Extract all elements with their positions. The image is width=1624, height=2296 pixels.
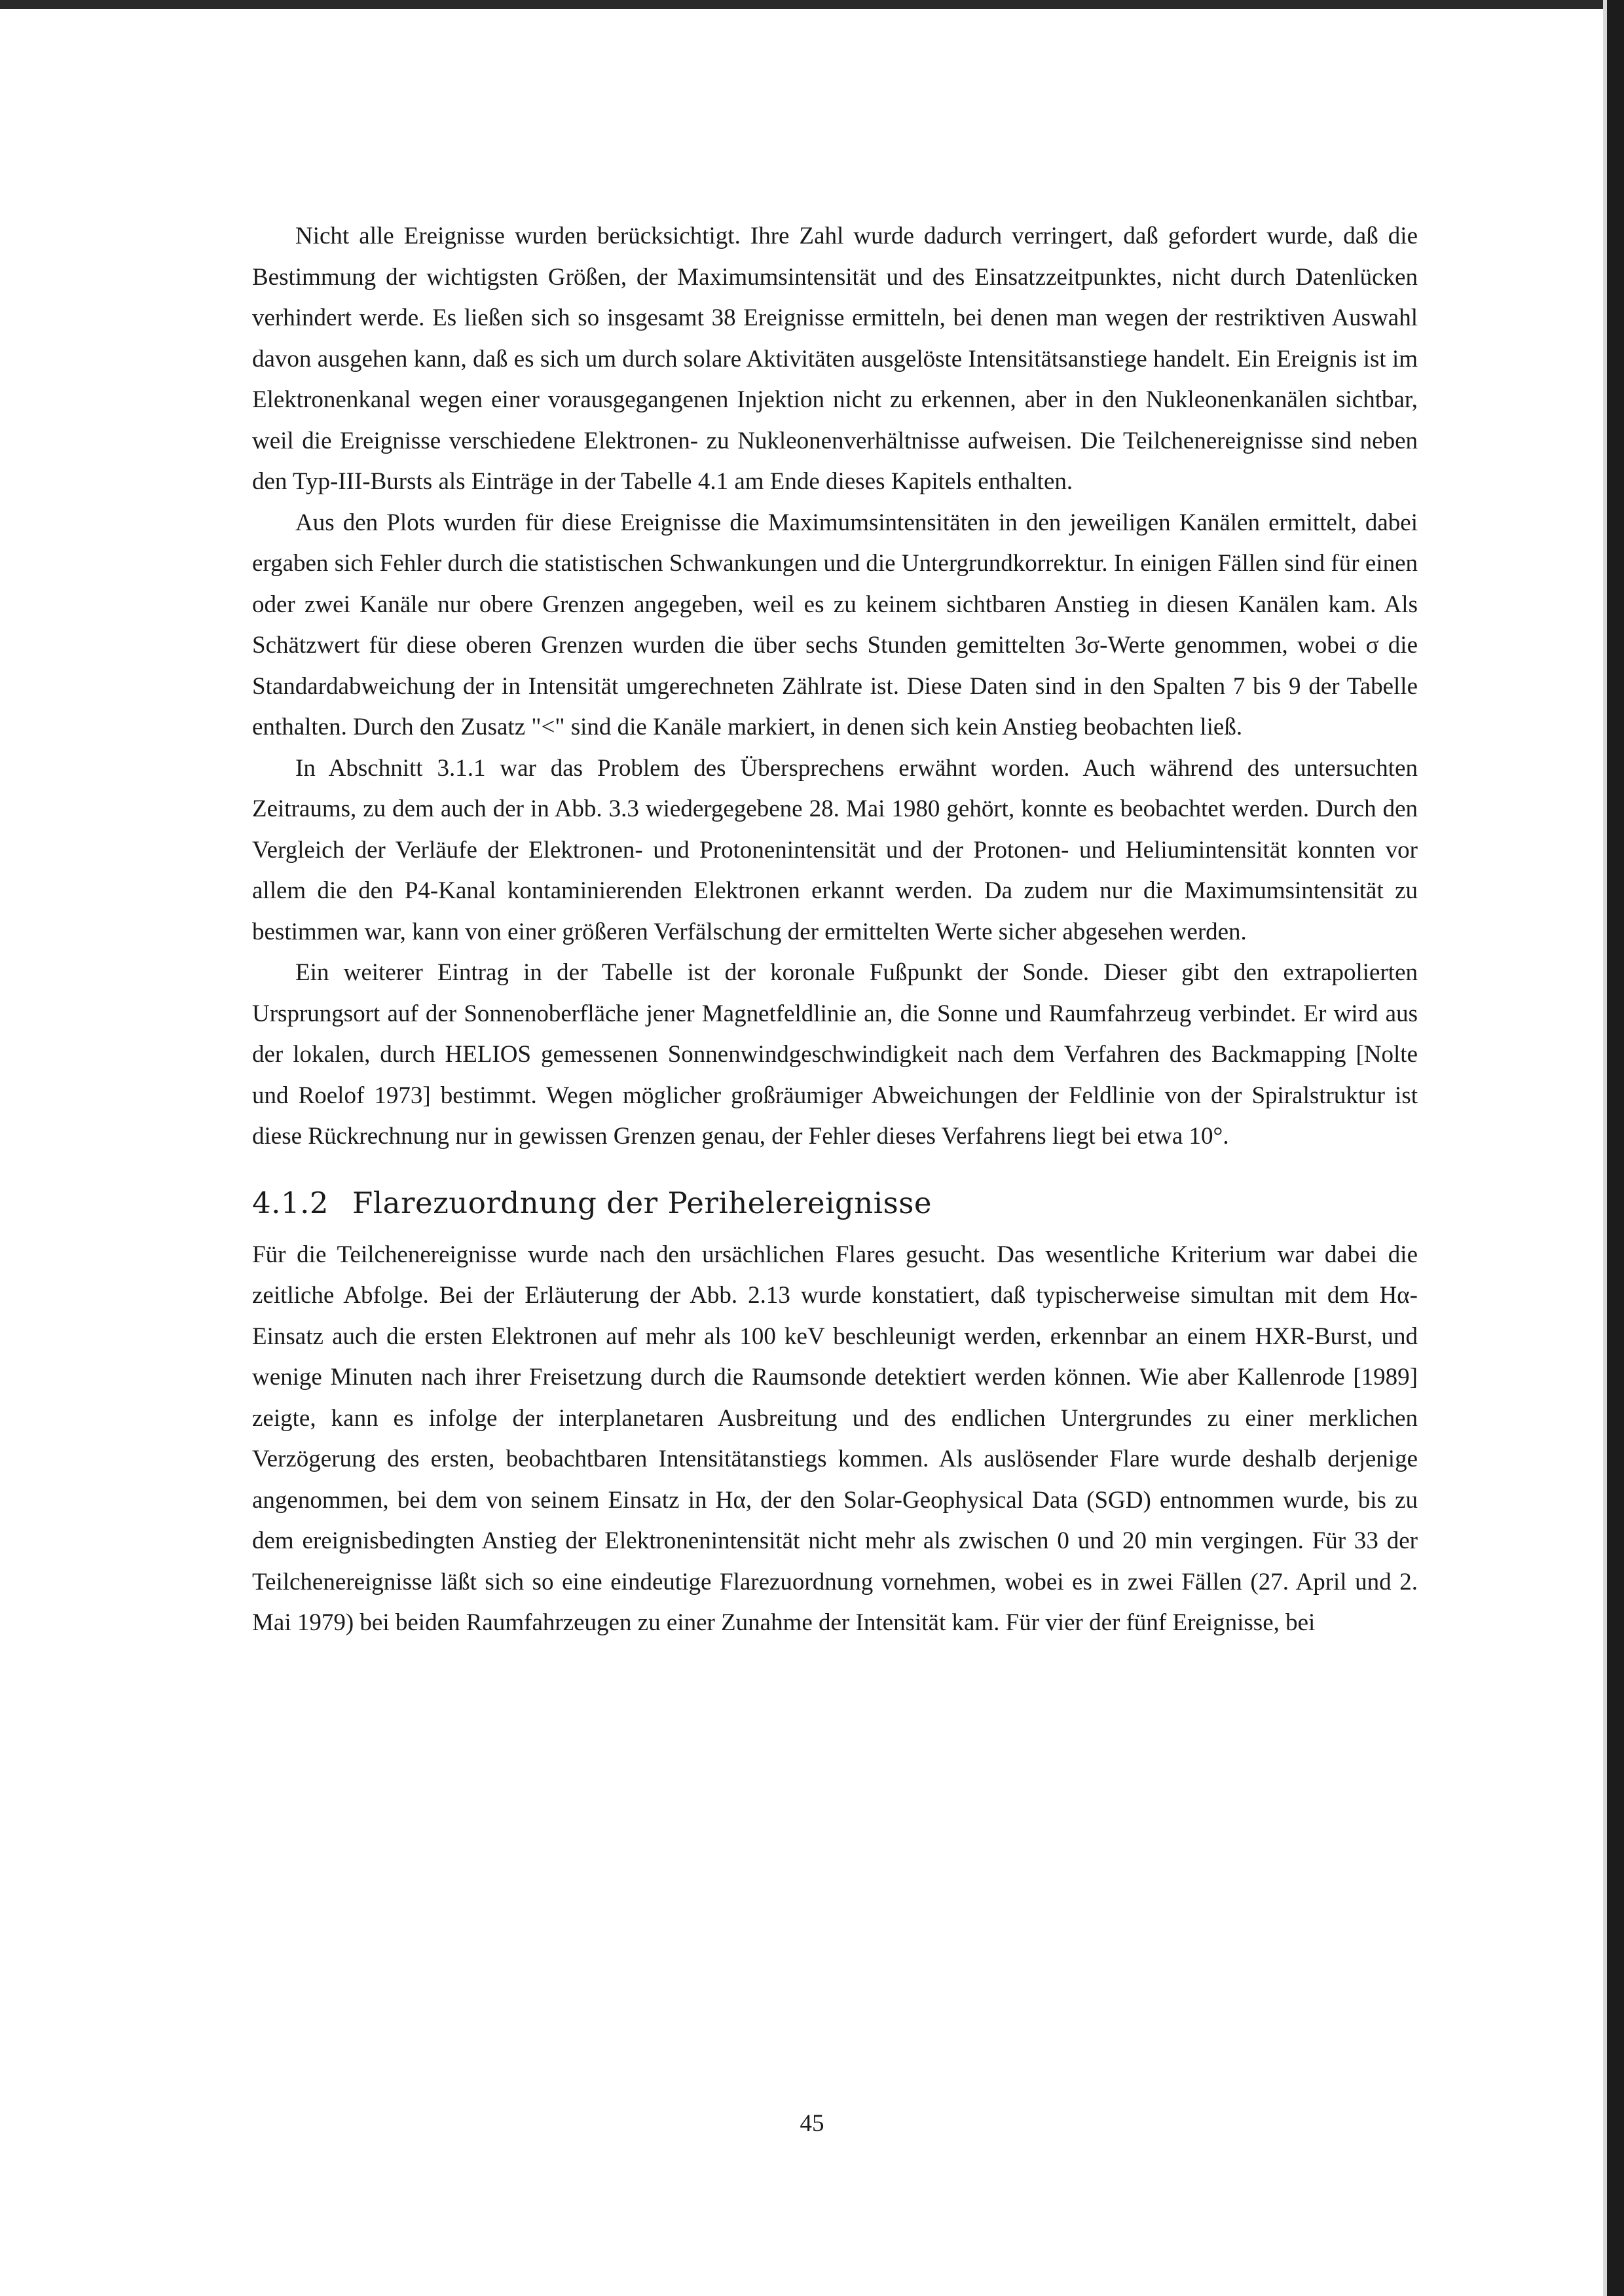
paragraph-maximum-intensities: Aus den Plots wurden für diese Ereignisse die Maximumsintensitäten in den jeweiligen Kanälen ermittelt, dabei ergaben sich Fehler durch die statistischen Schwankungen und die Untergrundkorrektur. In einigen Fällen sind für einen oder zwei Kanäle nur obere Grenzen angegeben, weil es zu keinem sichtbaren Anstieg in diesen Kanälen kam. Als Schätzwert für diese oberen Grenzen wurden die über sechs Stunden gemittelten 3σ-Werte genommen, wobei σ die Standardabweichung der in Intensität umgerechneten Zählrate ist. Diese Daten sind in den Spalten 7 bis 9 der Tabelle enthalten. Durch den Zusatz "<" sind die Kanäle markiert, in denen sich kein Anstieg beobachten ließ.	[252, 509, 1418, 740]
paragraph-crosstalk: In Abschnitt 3.1.1 war das Problem des Übersprechens erwähnt worden. Auch während des untersuchten Zeitraums, zu dem auch der in Abb. 3.3 wiedergegebene 28. Mai 1980 gehört, konnte es beobachtet werden. Durch den Vergleich der Verläufe der Elektronen- und Protonenintensität und der Protonen- und Heliumintensität konnten vor allem die den P4-Kanal kontaminierenden Elektronen erkannt werden. Da zudem nur die Maximumsintensität zu bestimmen war, kann von einer größeren Verfälschung der ermittelten Werte sicher abgesehen werden.	[252, 754, 1418, 945]
page-number: 45	[800, 2110, 824, 2137]
scan-border-top	[0, 0, 1624, 9]
paragraph-footpoint: Ein weiterer Eintrag in der Tabelle ist der koronale Fußpunkt der Sonde. Dieser gibt den extrapolierten Ursprungsort auf der Sonnenoberfläche jener Magnetfeldlinie an, die Sonne und Raumfahrzeug verbindet. Er wird aus der lokalen, durch HELIOS gemessenen Sonnenwindgeschwindigkeit nach dem Verfahren des Backmapping [Nolte und Roelof 1973] bestimmt. Wegen möglicher großräumiger Abweichungen der Feldlinie von der Spiralstruktur ist diese Rückrechnung nur in gewissen Grenzen genau, der Fehler dieses Verfahrens liegt bei etwa 10°.	[252, 959, 1418, 1150]
paragraph-flare-association: Für die Teilchenereignisse wurde nach den ursächlichen Flares gesucht. Das wesentliche Kriterium war dabei die zeitliche Abfolge. Bei der Erläuterung der Abb. 2.13 wurde konstatiert, daß typischerweise simultan mit dem Hα-Einsatz auch die ersten Elektronen auf mehr als 100 keV beschleunigt werden, erkennbar an einem HXR-Burst, und wenige Minuten nach ihrer Freisetzung durch die Raumsonde detektiert werden können. Wie aber Kallenrode [1989] zeigte, kann es infolge der interplanetaren Ausbreitung und des endlichen Untergrundes zu einer merklichen Verzögerung des ersten, beobachtbaren Intensitätanstiegs kommen. Als auslösender Flare wurde deshalb derjenige angenommen, bei dem von seinem Einsatz in Hα, der den Solar-Geophysical Data (SGD) entnommen wurde, bis zu dem ereignisbedingten Anstieg der Elektronenintensität nicht mehr als zwischen 0 und 20 min vergingen. Für 33 der Teilchenereignisse läßt sich so eine eindeutige Flarezuordnung vornehmen, wobei es in zwei Fällen (27. April und 2. Mai 1979) bei beiden Raumfahrzeugen zu einer Zunahme der Intensität kam. Für vier der fünf Ereignisse, bei	[252, 1241, 1418, 1636]
page-body	[252, 216, 1418, 1644]
section-heading	[252, 1184, 1418, 1223]
section-title: Flarezuordnung der Perihelereignisse	[352, 1185, 932, 1220]
section-number: 4.1.2	[252, 1185, 329, 1220]
paragraph-event-selection: Nicht alle Ereignisse wurden berücksichtigt. Ihre Zahl wurde dadurch verringert, daß gefordert wurde, daß die Bestimmung der wichtigsten Größen, der Maximumsintensität und des Einsatzzeitpunktes, nicht durch Datenlücken verhindert werde. Es ließen sich so insgesamt 38 Ereignisse ermitteln, bei denen man wegen der restriktiven Auswahl davon ausgehen kann, daß es sich um durch solare Aktivitäten ausgelöste Intensitätsanstiege handelt. Ein Ereignis ist im Elektronenkanal wegen einer vorausgegangenen Injektion nicht zu erkennen, aber in den Nukleonenkanälen sichtbar, weil die Ereignisse verschiedene Elektronen- zu Nukleonenverhältnisse aufweisen. Die Teilchenereignisse sind neben den Typ-III-Bursts als Einträge in der Tabelle 4.1 am Ende dieses Kapitels enthalten.	[252, 223, 1418, 495]
scan-border-right	[1607, 0, 1624, 2296]
